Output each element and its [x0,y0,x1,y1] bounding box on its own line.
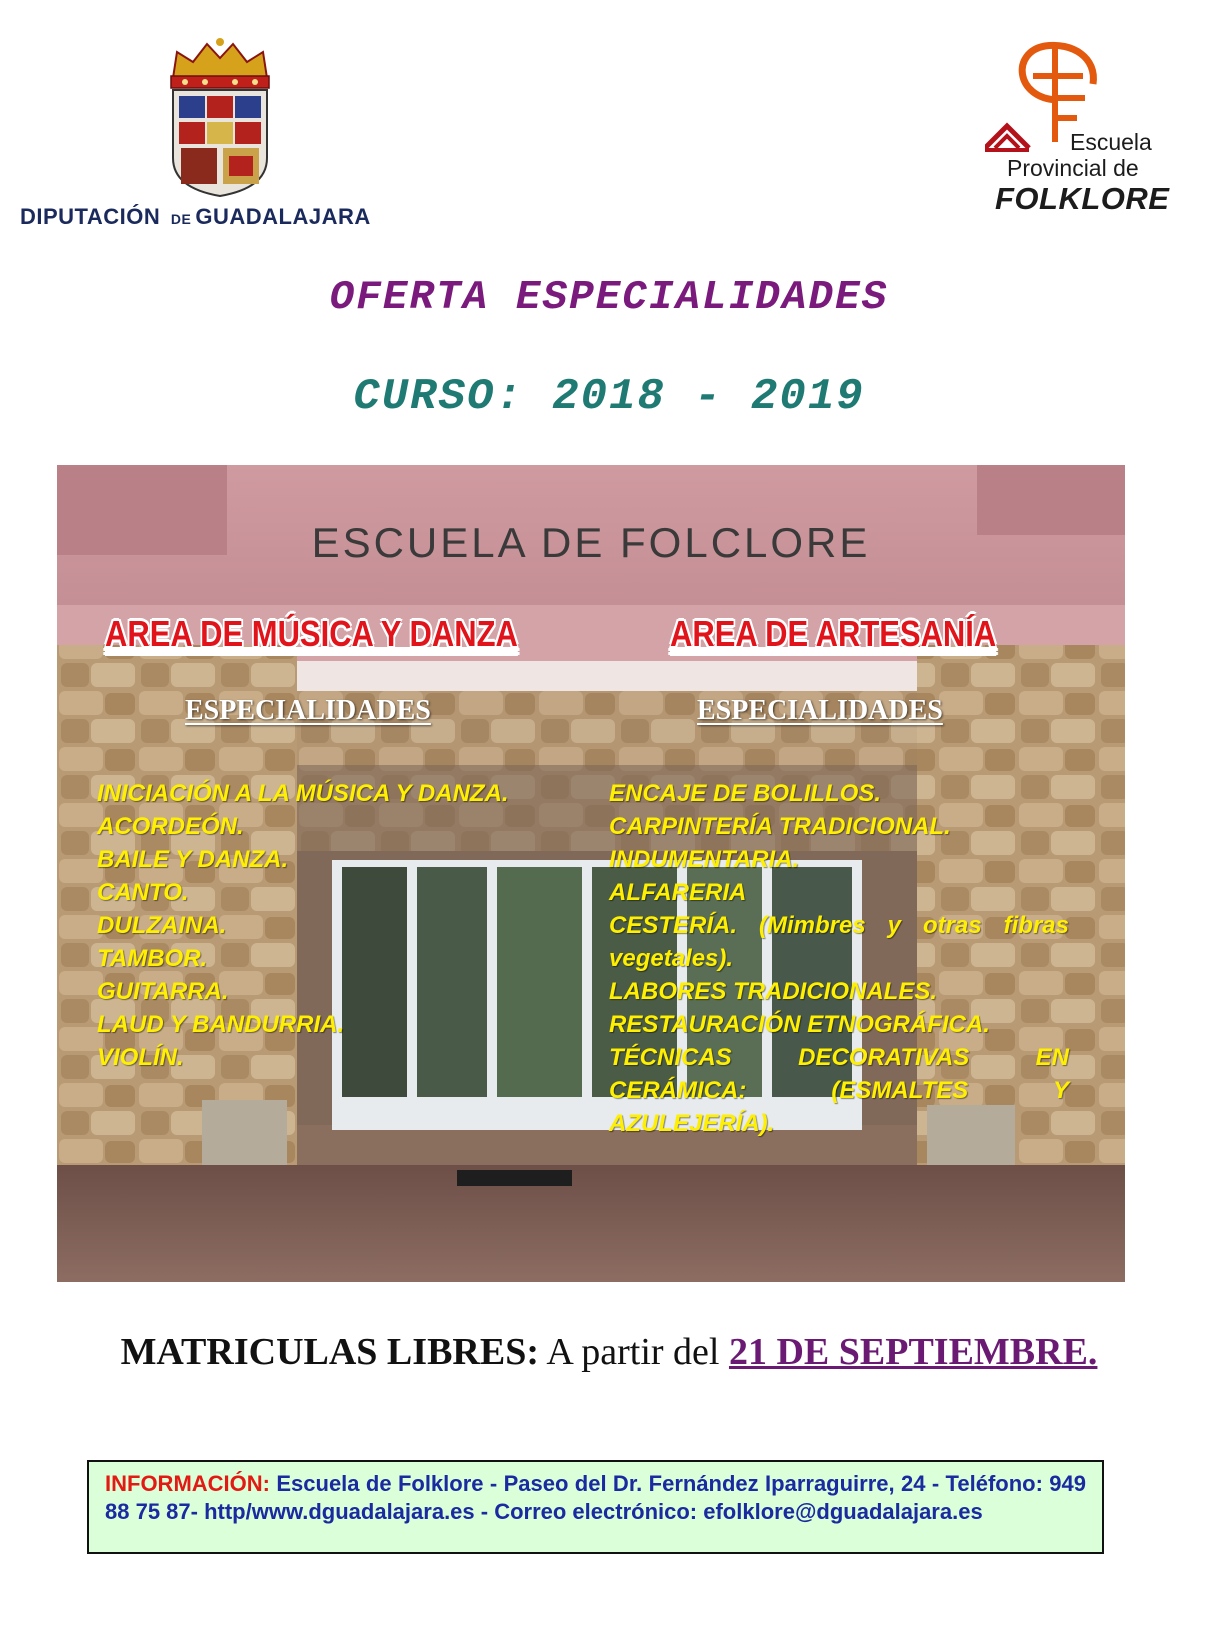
craft-area-heading: AREA DE ARTESANÍA [670,613,997,654]
list-item: TÉCNICAS DECORATIVAS EN CERÁMICA: (ESMALTES Y AZULEJERÍA). [609,1044,1069,1137]
list-item: ACORDEÓN. [97,813,244,840]
list-item: INICIACIÓN A LA MÚSICA Y DANZA. [97,780,509,807]
list-item: CANTO. [97,879,189,906]
list-item: VIOLÍN. [97,1044,184,1071]
list-item: CESTERÍA. (Mimbres y otras fibras vegetales). [609,912,1069,972]
list-item: ENCAJE DE BOLILLOS. [609,780,882,807]
music-specialties-heading: ESPECIALIDADES [185,695,431,726]
information-label: INFORMACIÓN: [105,1471,270,1496]
school-entrance-photo [57,465,1125,1282]
list-item: GUITARRA. [97,978,229,1005]
information-text: Escuela de Folklore - Paseo del Dr. Fernández Iparraguirre, 24 - Teléfono: 949 88 75 87- http/www.dguadalajara.es - Correo electrónico: efolklore@dguadalajara.es [105,1471,1086,1524]
folklore-school-logo [985,38,1195,228]
offer-title: OFERTA ESPECIALIDADES [329,275,889,321]
list-item: LAUD Y BANDURRIA. [97,1011,345,1038]
list-item: INDUMENTARIA. [609,846,800,873]
enrollment-line [0,1330,1218,1374]
list-item: ALFARERIA [609,879,747,906]
list-item: DULZAINA. [97,912,227,939]
enrollment-text: A partir del [546,1331,720,1373]
logo-text-diputacion: DIPUTACIÓN [20,204,161,229]
list-item: TAMBOR. [97,945,208,972]
enrollment-label: MATRICULAS LIBRES: [120,1331,539,1373]
craft-specialties-heading: ESPECIALIDADES [697,695,943,726]
list-item: LABORES TRADICIONALES. [609,978,938,1005]
information-box [87,1460,1104,1554]
list-item: RESTAURACIÓN ETNOGRÁFICA. [609,1011,990,1038]
list-item: BAILE Y DANZA. [97,846,289,873]
logo-text-provincial: Provincial de [1007,155,1139,181]
list-item: CARPINTERÍA TRADICIONAL. [609,813,951,840]
music-area-heading: AREA DE MÚSICA Y DANZA [105,613,518,654]
music-specialties-list [97,777,567,1074]
course-title: CURSO: 2018 - 2019 [353,372,865,422]
logo-text-folklore: FOLKLORE [995,181,1170,216]
logo-text-de: DE [170,211,192,227]
coat-of-arms-icon [155,38,285,198]
enrollment-date: 21 DE SEPTIEMBRE. [728,1331,1098,1373]
logo-text-escuela: Escuela [1070,129,1152,155]
diputacion-name [20,204,420,230]
diputacion-logo [20,38,420,238]
craft-specialties-list [609,777,1069,1140]
logo-text-guadalajara: GUADALAJARA [195,204,371,229]
building-sign-text: ESCUELA DE FOLCLORE [311,519,871,566]
